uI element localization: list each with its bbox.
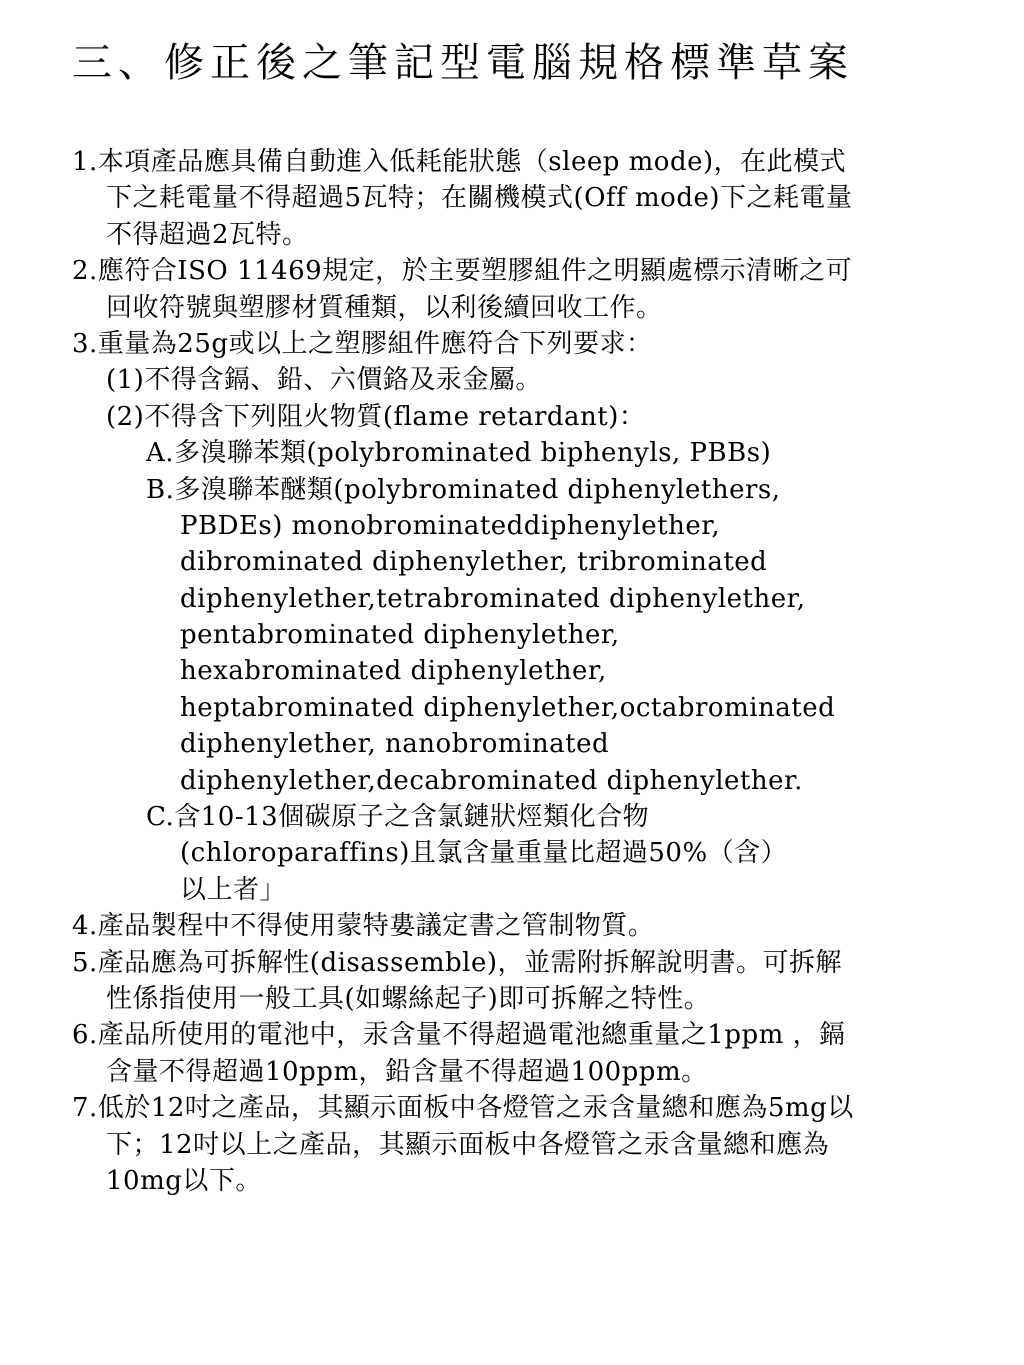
- item-2-line-2: 回收符號與塑膠材質種類，以利後續回收工作。: [106, 292, 663, 323]
- item-3-sub-1: (1)不得含鎘、鉛、六價鉻及汞金屬。: [106, 365, 542, 396]
- item-6-line-1: 6.產品所使用的電池中，汞含量不得超過電池總重量之1ppm ，鎘: [72, 1020, 846, 1051]
- item-3-sub-2-b-line-3: dibrominated diphenylether, tribrominated: [180, 547, 768, 578]
- item-3-sub-2-c-line-3: 以上者」: [180, 874, 287, 905]
- item-3-sub-2-b-line-6: hexabrominated diphenylether,: [180, 656, 607, 687]
- item-3-sub-2-a: A.多溴聯苯類(polybrominated biphenyls, PBBs): [146, 438, 772, 469]
- item-3-sub-2-b-line-9: diphenylether,decabrominated diphenylether.: [180, 765, 803, 796]
- item-2-line-1: 2.應符合ISO 11469規定，於主要塑膠組件之明顯處標示清晰之可: [72, 256, 853, 287]
- item-7-line-3: 10mg以下。: [106, 1165, 262, 1196]
- item-6-line-2: 含量不得超過10ppm，鉛含量不得超過100ppm。: [106, 1056, 708, 1087]
- item-7-line-1: 7.低於12吋之產品，其顯示面板中各燈管之汞含量總和應為5mg以: [72, 1093, 854, 1124]
- item-5-line-2: 性係指使用一般工具(如螺絲起子)即可拆解之特性。: [106, 983, 711, 1014]
- item-1-line-2: 下之耗電量不得超過5瓦特；在關機模式(Off mode)下之耗電量: [106, 183, 853, 214]
- spec-body: [72, 144, 952, 1199]
- item-3-sub-2-b-line-5: pentabrominated diphenylether,: [180, 620, 620, 651]
- item-7-line-2: 下；12吋以上之產品，其顯示面板中各燈管之汞含量總和應為: [106, 1129, 830, 1160]
- item-3-sub-2-c-line-2: (chloroparaffins)且氯含量重量比超過50%（含）: [180, 838, 788, 869]
- page-title: 三、修正後之筆記型電腦規格標準草案: [72, 40, 854, 86]
- item-3-sub-2-b-line-1: B.多溴聯苯醚類(polybrominated diphenylethers,: [146, 474, 781, 505]
- item-1-line-1: 1.本項產品應具備自動進入低耗能狀態（sleep mode)，在此模式: [72, 147, 847, 177]
- item-1-line-3: 不得超過2瓦特。: [106, 219, 309, 250]
- item-5-line-1: 5.產品應為可拆解性(disassemble)，並需附拆解說明書。可拆解: [72, 947, 842, 978]
- item-3-sub-2-b-line-7: heptabrominated diphenylether,octabrominated: [180, 692, 836, 723]
- item-3-sub-2-c-line-1: C.含10-13個碳原子之含氯鏈狀烴類化合物: [146, 802, 650, 833]
- item-3-sub-2: (2)不得含下列阻火物質(flame retardant)：: [106, 401, 646, 432]
- item-3-line-1: 3.重量為25g或以上之塑膠組件應符合下列要求：: [72, 328, 653, 359]
- item-3-sub-2-b-line-8: diphenylether, nanobrominated: [180, 729, 610, 760]
- item-4-line-1: 4.產品製程中不得使用蒙特婁議定書之管制物質。: [72, 911, 655, 942]
- item-3-sub-2-b-line-4: diphenylether,tetrabrominated diphenylether,: [180, 583, 806, 614]
- item-3-sub-2-b-line-2: PBDEs) monobrominateddiphenylether,: [180, 510, 721, 541]
